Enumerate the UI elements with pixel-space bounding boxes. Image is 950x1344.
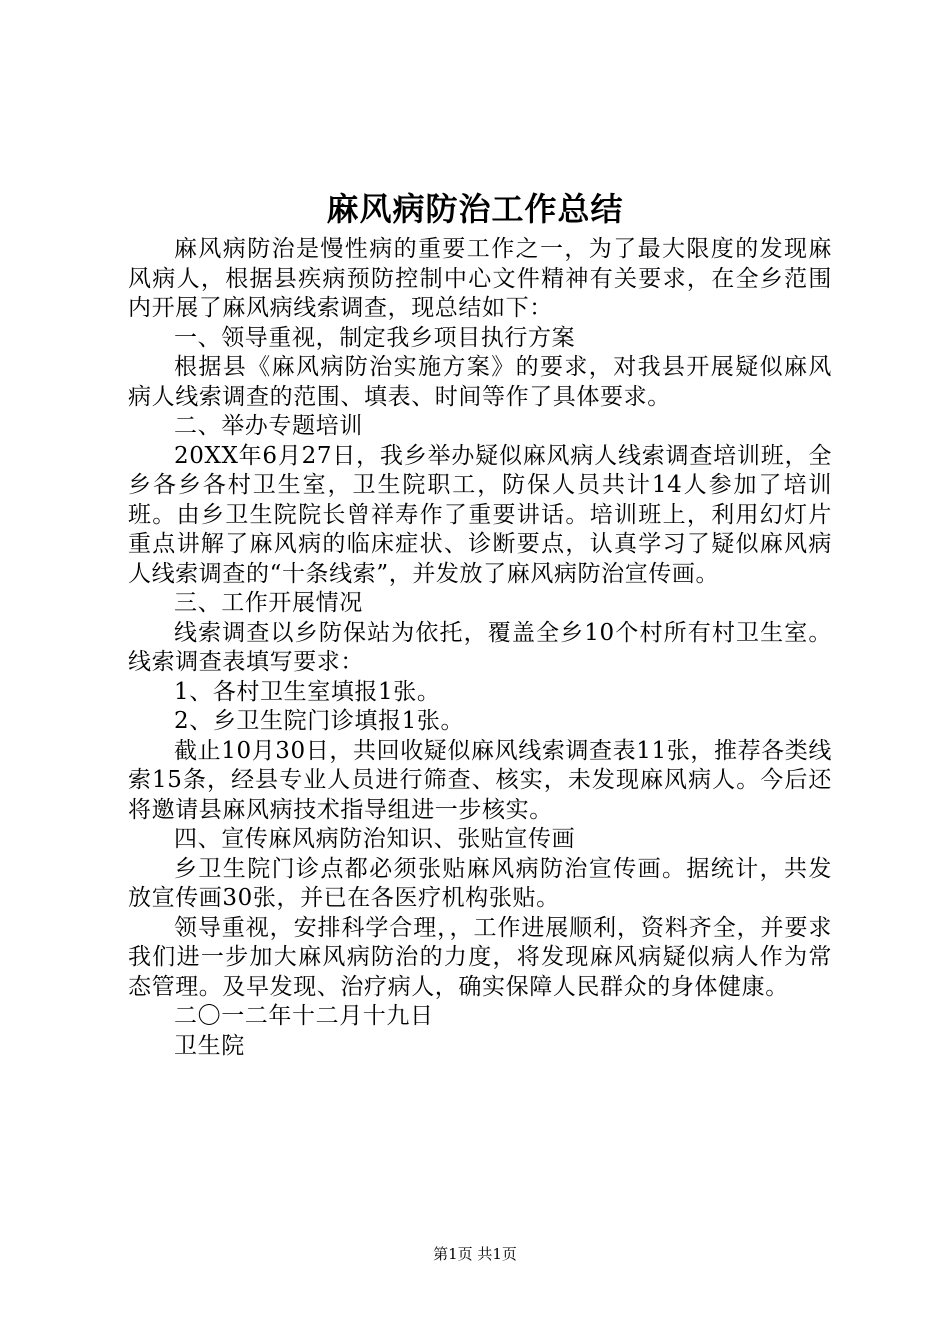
page-number-footer: 第1页 共1页 bbox=[433, 1245, 517, 1263]
paragraph: 20XX年6月27日，我乡举办疑似麻风病人线索调查培训班，全乡各乡各村卫生室，卫生院职工，防保人员共计14人参加了培训班。由乡卫生院院长曾祥寿作了重要讲话。培训班上，利用幻灯片重点讲解了麻风病的临床症状、诊断要点，认真学习了疑似麻风病人线索调查的“十条线索”，并发放了麻风病防治宣传画。 bbox=[128, 442, 832, 587]
list-item: 1、各村卫生室填报1张。 bbox=[174, 678, 441, 705]
section-heading-1: 一、领导重视，制定我乡项目执行方案 bbox=[174, 324, 576, 351]
document-title: 麻风病防治工作总结 bbox=[326, 190, 624, 228]
section-heading-2: 二、举办专题培训 bbox=[174, 413, 363, 439]
date-line: 二〇一二年十二月十九日 bbox=[174, 1003, 434, 1029]
document-body bbox=[128, 235, 832, 1061]
closing-paragraph: 领导重视，安排科学合理，，工作进展顺利，资料齐全，并要求我们进一步加大麻风病防治的力度，将发现麻风病疑似病人作为常态管理。及早发现、治疗病人，确实保障人民群众的身体健康。 bbox=[128, 914, 832, 1000]
section-heading-4: 四、宣传麻风病防治知识、张贴宣传画 bbox=[174, 826, 576, 852]
list-item: 2、乡卫生院门诊填报1张。 bbox=[174, 708, 465, 734]
section-heading-3: 三、工作开展情况 bbox=[174, 590, 363, 616]
paragraph: 根据县《麻风病防治实施方案》的要求，对我县开展疑似麻风病人线索调查的范围、填表、时间等作了具体要求。 bbox=[128, 354, 832, 410]
paragraph: 截止10月30日，共回收疑似麻风线索调查表11张，推荐各类线索15条，经县专业人员进行筛查、核实，未发现麻风病人。今后还将邀请县麻风病技术指导组进一步核实。 bbox=[128, 737, 832, 823]
signature-line: 卫生院 bbox=[174, 1032, 245, 1059]
paragraph: 乡卫生院门诊点都必须张贴麻风病防治宣传画。据统计，共发放宣传画30张，并已在各医疗机构张贴。 bbox=[128, 855, 832, 911]
intro-paragraph: 麻风病防治是慢性病的重要工作之一，为了最大限度的发现麻风病人，根据县疾病预防控制中心文件精神有关要求，在全乡范围内开展了麻风病线索调查，现总结如下： bbox=[128, 236, 832, 321]
paragraph: 线索调查以乡防保站为依托，覆盖全乡10个村所有村卫生室。线索调查表填写要求： bbox=[128, 619, 832, 675]
